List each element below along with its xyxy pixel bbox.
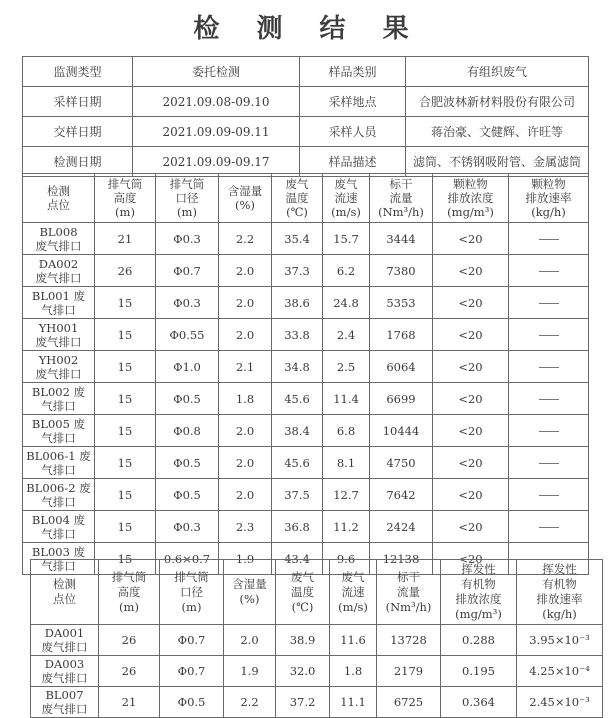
monitoring-point: BL002 废 气排口 [23, 383, 95, 415]
info-label: 采样人员 [300, 117, 406, 147]
cell-height: 21 [99, 687, 160, 718]
cell-velocity: 11.1 [330, 687, 377, 718]
cell-moisture: 2.2 [219, 223, 272, 255]
column-header: 检测 点位 [23, 174, 95, 223]
cell-flow: 1768 [370, 319, 433, 351]
cell-diameter: Φ0.8 [156, 415, 219, 447]
cell-diameter: Φ0.5 [156, 383, 219, 415]
table-row [23, 383, 589, 415]
cell-conc: <20 [433, 351, 509, 383]
table-row [23, 223, 589, 255]
column-header: 检测 点位 [31, 560, 99, 625]
cell-velocity: 15.7 [323, 223, 370, 255]
monitoring-point: DA003 废气排口 [31, 656, 99, 687]
cell-flow: 4750 [370, 447, 433, 479]
cell-velocity: 1.8 [330, 656, 377, 687]
info-label: 采样地点 [300, 87, 406, 117]
page-title: 检 测 结 果 [193, 14, 423, 44]
cell-rate: 3.95×10⁻³ [517, 625, 603, 656]
cell-conc: <20 [433, 383, 509, 415]
cell-conc: <20 [433, 255, 509, 287]
cell-velocity: 6.2 [323, 255, 370, 287]
monitoring-point: BL006-2 废 气排口 [23, 479, 95, 511]
column-header: 排气筒 高度 (m) [99, 560, 160, 625]
cell-diameter: Φ0.5 [156, 479, 219, 511]
monitoring-point: BL003 废 气排口 [23, 543, 95, 575]
cell-diameter: Φ0.5 [156, 447, 219, 479]
cell-height: 15 [95, 351, 156, 383]
voc-results-table [30, 559, 603, 718]
cell-rate [509, 415, 589, 447]
table-row [23, 255, 589, 287]
cell-moisture: 2.0 [224, 625, 276, 656]
cell-moisture: 2.2 [224, 687, 276, 718]
cell-height: 15 [95, 415, 156, 447]
cell-height: 26 [95, 255, 156, 287]
cell-temp: 35.4 [272, 223, 323, 255]
cell-height: 26 [99, 656, 160, 687]
cell-velocity: 2.4 [323, 319, 370, 351]
column-header: 标干 流量 (Nm³/h) [370, 174, 433, 223]
cell-diameter: Φ0.7 [160, 625, 224, 656]
cell-temp: 38.6 [272, 287, 323, 319]
monitoring-point: BL008 废气排口 [23, 223, 95, 255]
table-row [23, 351, 589, 383]
cell-flow: 6699 [370, 383, 433, 415]
cell-temp: 38.9 [276, 625, 330, 656]
info-label: 交样日期 [23, 117, 133, 147]
cell-velocity: 11.6 [330, 625, 377, 656]
cell-flow: 6064 [370, 351, 433, 383]
cell-temp: 34.8 [272, 351, 323, 383]
dash-placeholder [539, 271, 559, 272]
cell-rate [509, 223, 589, 255]
cell-moisture: 1.8 [219, 383, 272, 415]
cell-conc: 0.364 [441, 687, 517, 718]
cell-temp: 33.8 [272, 319, 323, 351]
cell-velocity: 9.6 [323, 543, 370, 575]
column-header: 挥发性 有机物 排放速率 (kg/h) [517, 560, 603, 625]
cell-velocity: 11.4 [323, 383, 370, 415]
cell-diameter: Φ1.0 [156, 351, 219, 383]
info-value: 滤筒、不锈钢吸附管、金属滤筒 [406, 147, 589, 177]
cell-height: 21 [95, 223, 156, 255]
dash-placeholder [539, 527, 559, 528]
info-value: 2021.09.09-09.17 [133, 147, 300, 177]
cell-rate [509, 383, 589, 415]
cell-temp: 37.2 [276, 687, 330, 718]
cell-diameter: Φ0.7 [160, 656, 224, 687]
dash-placeholder [539, 495, 559, 496]
dash-placeholder [539, 239, 559, 240]
cell-moisture: 2.0 [219, 415, 272, 447]
cell-moisture: 2.0 [219, 479, 272, 511]
cell-rate [509, 479, 589, 511]
cell-conc: <20 [433, 319, 509, 351]
info-value: 2021.09.08-09.10 [133, 87, 300, 117]
cell-rate [509, 511, 589, 543]
monitoring-point: BL006-1 废 气排口 [23, 447, 95, 479]
column-header: 含湿量 (%) [219, 174, 272, 223]
cell-conc: <20 [433, 479, 509, 511]
table-row [23, 479, 589, 511]
cell-flow: 12138 [370, 543, 433, 575]
cell-conc: 0.195 [441, 656, 517, 687]
monitoring-point: BL005 废 气排口 [23, 415, 95, 447]
info-value: 2021.09.09-09.11 [133, 117, 300, 147]
cell-rate [509, 447, 589, 479]
cell-diameter: Φ0.55 [156, 319, 219, 351]
cell-diameter: Φ0.3 [156, 223, 219, 255]
monitoring-point: BL007 废气排口 [31, 687, 99, 718]
cell-moisture: 2.3 [219, 511, 272, 543]
cell-moisture: 1.9 [219, 543, 272, 575]
cell-flow: 7380 [370, 255, 433, 287]
info-row [23, 147, 589, 177]
info-row [23, 87, 589, 117]
column-header: 排气筒 口径 (m) [160, 560, 224, 625]
cell-conc: <20 [433, 511, 509, 543]
cell-diameter: 0.6×0.7 [156, 543, 219, 575]
particulate-results-table [22, 173, 589, 575]
cell-conc: <20 [433, 415, 509, 447]
table-row [31, 687, 603, 718]
info-value: 合肥波林新材料股份有限公司 [406, 87, 589, 117]
cell-height: 15 [95, 511, 156, 543]
cell-conc: 0.288 [441, 625, 517, 656]
cell-temp: 38.4 [272, 415, 323, 447]
table-row [23, 511, 589, 543]
monitoring-point: BL001 废 气排口 [23, 287, 95, 319]
cell-flow: 3444 [370, 223, 433, 255]
dash-placeholder [539, 431, 559, 432]
column-header: 废气 流速 (m/s) [323, 174, 370, 223]
cell-conc: <20 [433, 223, 509, 255]
info-value: 委托检测 [133, 57, 300, 87]
cell-velocity: 24.8 [323, 287, 370, 319]
info-label: 样品类别 [300, 57, 406, 87]
column-header: 废气 流速 (m/s) [330, 560, 377, 625]
cell-rate [509, 319, 589, 351]
cell-rate [509, 287, 589, 319]
cell-temp: 36.8 [272, 511, 323, 543]
cell-height: 15 [95, 447, 156, 479]
cell-flow: 13728 [377, 625, 441, 656]
cell-moisture: 2.0 [219, 255, 272, 287]
cell-rate: 2.45×10⁻³ [517, 687, 603, 718]
cell-rate: 4.25×10⁻⁴ [517, 656, 603, 687]
cell-temp: 45.6 [272, 447, 323, 479]
info-label: 监测类型 [23, 57, 133, 87]
cell-flow: 6725 [377, 687, 441, 718]
cell-flow: 5353 [370, 287, 433, 319]
cell-moisture: 2.1 [219, 351, 272, 383]
cell-diameter: Φ0.3 [156, 287, 219, 319]
cell-moisture: 1.9 [224, 656, 276, 687]
monitoring-point: YH001 废气排口 [23, 319, 95, 351]
cell-conc: <20 [433, 447, 509, 479]
table-row [23, 415, 589, 447]
cell-diameter: Φ0.7 [156, 255, 219, 287]
cell-height: 26 [99, 625, 160, 656]
column-header: 颗粒物 排放浓度 (mg/m³) [433, 174, 509, 223]
dash-placeholder [539, 303, 559, 304]
table-row [23, 319, 589, 351]
cell-conc: <20 [433, 543, 509, 575]
cell-velocity: 2.5 [323, 351, 370, 383]
column-header: 废气 温度 (℃) [272, 174, 323, 223]
sampling-info-table [22, 56, 589, 177]
table-row [31, 625, 603, 656]
cell-velocity: 8.1 [323, 447, 370, 479]
cell-height: 15 [95, 479, 156, 511]
dash-placeholder [539, 463, 559, 464]
table-row [23, 447, 589, 479]
dash-placeholder [539, 335, 559, 336]
cell-velocity: 11.2 [323, 511, 370, 543]
info-label: 样品描述 [300, 147, 406, 177]
column-header: 废气 温度 (℃) [276, 560, 330, 625]
cell-velocity: 12.7 [323, 479, 370, 511]
cell-temp: 43.4 [272, 543, 323, 575]
dash-placeholder [539, 399, 559, 400]
cell-flow: 7642 [370, 479, 433, 511]
cell-height: 15 [95, 287, 156, 319]
monitoring-point: YH002 废气排口 [23, 351, 95, 383]
info-label: 检测日期 [23, 147, 133, 177]
column-header: 颗粒物 排放速率 (kg/h) [509, 174, 589, 223]
cell-moisture: 2.0 [219, 319, 272, 351]
cell-height: 15 [95, 319, 156, 351]
info-value: 蒋治豪、文健辉、许旺等 [406, 117, 589, 147]
column-header: 含湿量 (%) [224, 560, 276, 625]
table-row [31, 656, 603, 687]
monitoring-point: DA001 废气排口 [31, 625, 99, 656]
cell-flow: 2424 [370, 511, 433, 543]
cell-moisture: 2.0 [219, 447, 272, 479]
cell-flow: 2179 [377, 656, 441, 687]
info-label: 采样日期 [23, 87, 133, 117]
cell-diameter: Φ0.3 [156, 511, 219, 543]
cell-rate [509, 351, 589, 383]
table-row [23, 287, 589, 319]
column-header: 挥发性 有机物 排放浓度 (mg/m³) [441, 560, 517, 625]
cell-conc: <20 [433, 287, 509, 319]
cell-temp: 37.5 [272, 479, 323, 511]
cell-height: 15 [95, 543, 156, 575]
cell-moisture: 2.0 [219, 287, 272, 319]
cell-temp: 32.0 [276, 656, 330, 687]
column-header: 标干 流量 (Nm³/h) [377, 560, 441, 625]
cell-flow: 10444 [370, 415, 433, 447]
info-value: 有组织废气 [406, 57, 589, 87]
cell-rate [509, 255, 589, 287]
cell-temp: 45.6 [272, 383, 323, 415]
cell-temp: 37.3 [272, 255, 323, 287]
monitoring-point: DA002 废气排口 [23, 255, 95, 287]
cell-velocity: 6.8 [323, 415, 370, 447]
cell-height: 15 [95, 383, 156, 415]
dash-placeholder [539, 367, 559, 368]
column-header: 排气筒 高度 (m) [95, 174, 156, 223]
info-row [23, 57, 589, 87]
column-header: 排气筒 口径 (m) [156, 174, 219, 223]
info-row [23, 117, 589, 147]
monitoring-point: BL004 废 气排口 [23, 511, 95, 543]
cell-diameter: Φ0.5 [160, 687, 224, 718]
